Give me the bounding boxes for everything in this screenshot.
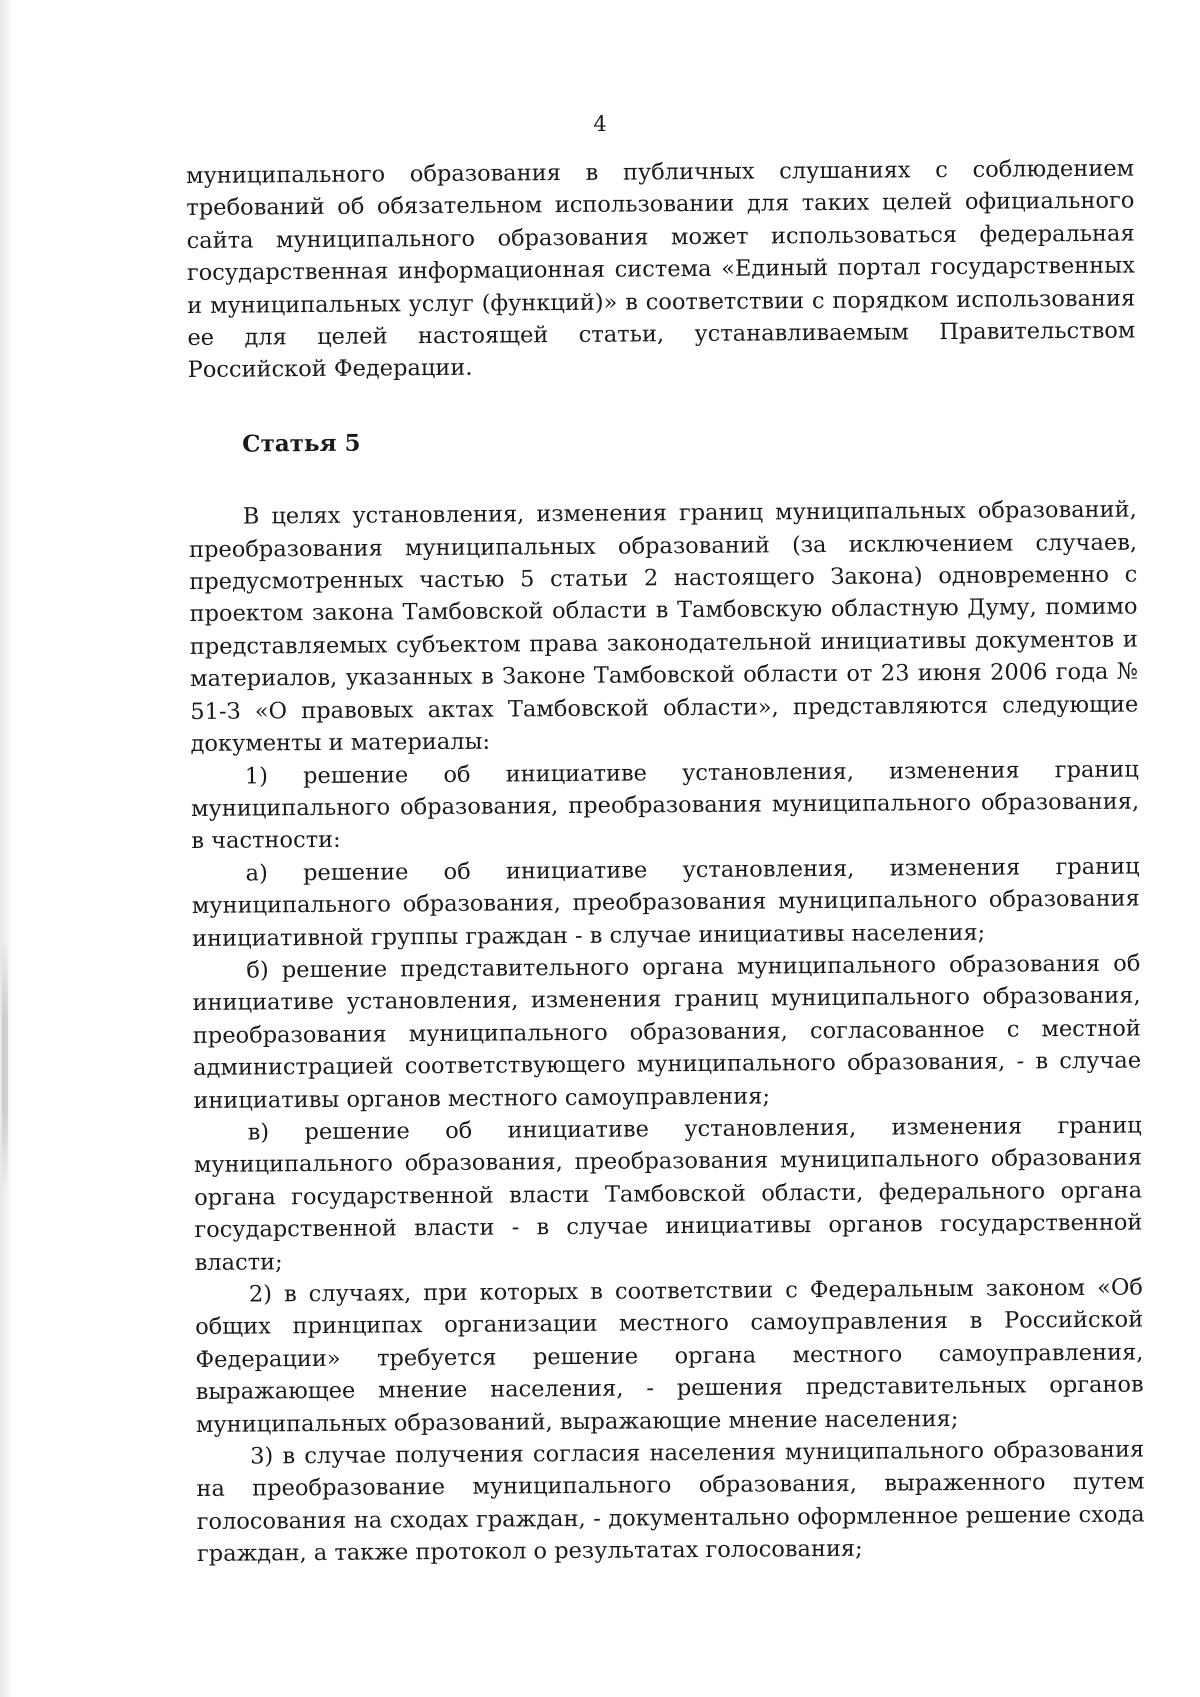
page-number: 4 <box>593 112 607 136</box>
article-heading: Статья 5 <box>242 429 361 458</box>
list-item-2: 2) в случаях, при которых в соответствии с Федеральным законом «Об общих принципах организации местного самоуправления в Российской Федерации» требуется решение органа местного самоуправления, выражающее мнение населения, - решения представительных органов муниципальных образований, выражающие мнение населения; <box>195 1274 1144 1438</box>
list-item-1a: а) решение об инициативе установления, изменения границ муниципального образования, преобразования муниципального образования инициативной группы граждан - в случае инициативы населения; <box>191 853 1140 952</box>
scan-edge-shadow <box>0 0 14 1697</box>
article-intro-paragraph: В целях установления, изменения границ муниципальных образований, преобразования муниципальных образований (за исключением случаев, предусмотренных частью 5 статьи 2 настоящего Закона) одновременно с проектом закона Тамбовской области в Тамбовскую областную Думу, помимо представляемых субъектом права законодательной инициативы документов и материалов, указанных в Законе Тамбовской области от 23 июня 2006 года № 51-З «О правовых актах Тамбовской области», представляются следующие документы и материалы: <box>188 496 1139 758</box>
intro-paragraph: муниципального образования в публичных слушаниях с соблюдением требований об обязательном использовании для таких целей официального сайта муниципального образования может использоваться федеральная государственная информационная система «Единый портал государственных и муниципальных услуг (функций)» в соответствии с порядком использования ее для целей настоящей статьи, устанавливаемым Правительством Российской Федерации. <box>186 155 1136 384</box>
scan-edge-mark <box>2 940 8 1190</box>
list-item-3: 3) в случае получения согласия населения муниципального образования на преобразование муниципального образования, выраженного путем голосования на сходах граждан, - документально оформленное решение схода граждан, а также протокол о результатах голосования; <box>196 1436 1145 1568</box>
list-item-1v: в) решение об инициативе установления, изменения границ муниципального образования, преобразования муниципального образования органа государственной власти Тамбовской области, федерального органа государственной власти - в случае инициативы органов государственной власти; <box>193 1112 1143 1276</box>
list-item-1: 1) решение об инициативе установления, изменения границ муниципального образования, преобразования муниципального образования, в частности: <box>190 756 1140 855</box>
document-body <box>186 153 1145 1571</box>
list-item-1b: б) решение представительного органа муниципального образования об инициативе установления, изменения границ муниципального образования, преобразования муниципального образования, согласованное с местной администрацией соответствующего муниципального образования, - в случае инициативы органов местного самоуправления; <box>192 950 1142 1114</box>
